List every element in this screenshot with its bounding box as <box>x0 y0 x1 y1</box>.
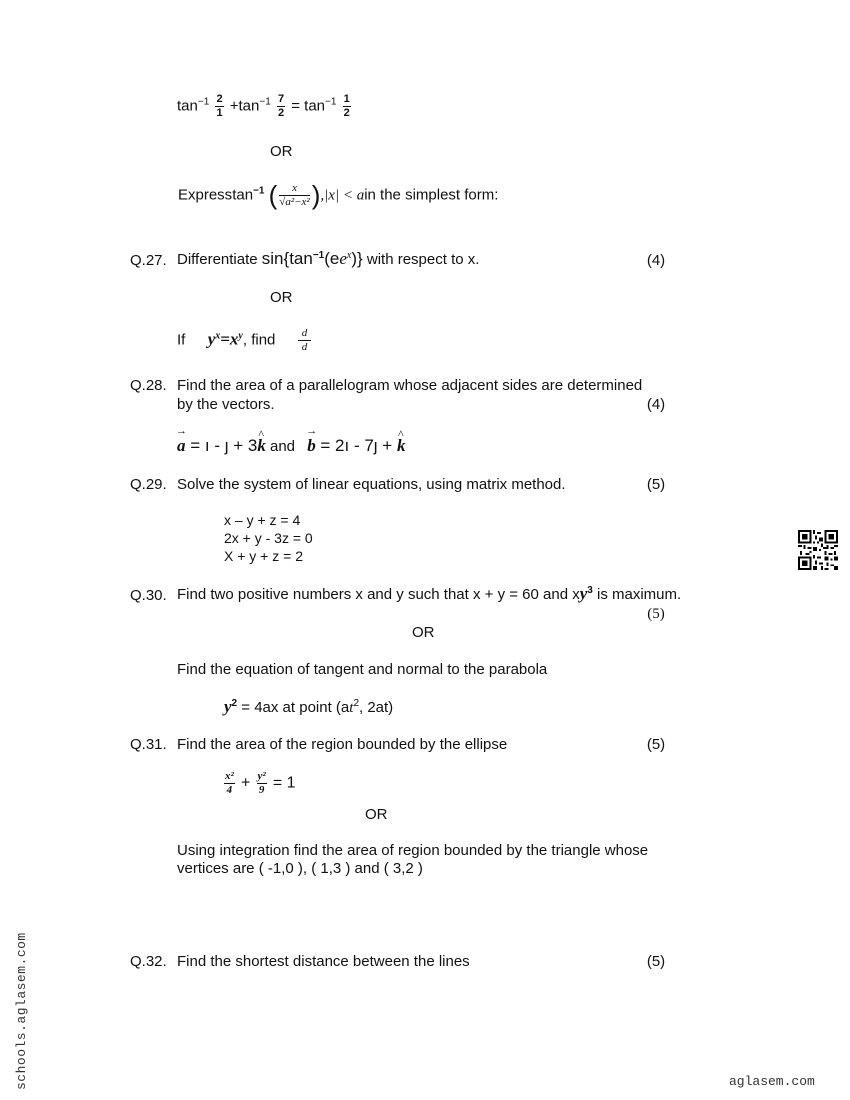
question-32-text: Find the shortest distance between the lines <box>177 953 470 970</box>
question-number-29: Q.29. <box>130 476 167 493</box>
fraction-1-2: $\frac{1}{2}$ <box>343 93 350 119</box>
qr-code-icon <box>798 530 838 570</box>
question-28-line2: by the vectors. <box>177 396 275 413</box>
inverse-superscript: −1 <box>197 96 210 108</box>
q27-prefix: Differentiate <box>177 251 258 268</box>
inverse-superscript: −1 <box>312 250 325 261</box>
or-separator: OR <box>365 806 388 823</box>
q31-or-line1: Using integration find the area of region bounded by the triangle whose <box>177 842 649 859</box>
linear-equation-1: x – y + z = 4 <box>224 512 301 528</box>
y-symbol: y <box>579 584 588 603</box>
open-paren: ( <box>268 180 278 210</box>
vector-b: → b <box>307 436 316 456</box>
or-separator: OR <box>270 289 293 306</box>
footer-watermark-url[interactable]: aglasem.com <box>729 1074 815 1089</box>
question-27-text <box>177 249 479 269</box>
q31-or-line2: vertices are ( -1,0 ), ( 1,3 ) and ( 3,2 ) <box>177 860 423 877</box>
marks-q29: (5) <box>646 476 666 493</box>
question-number-28: Q.28. <box>130 377 167 394</box>
find-label: , find <box>242 331 276 349</box>
q27-close: )} <box>351 249 363 268</box>
q30-prefix: Find two positive numbers x and y such that x + y = 60 and x <box>177 586 580 603</box>
and-label: and <box>265 438 300 455</box>
exponent-x: x <box>215 330 221 342</box>
equation-tan-sum <box>177 94 353 119</box>
question-30-text <box>177 584 681 604</box>
question-number-32: Q.32. <box>130 953 167 970</box>
tan-text: tan <box>232 186 254 204</box>
linear-equation-3: X + y + z = 2 <box>224 548 303 564</box>
marks-q32: (5) <box>646 953 666 970</box>
vector-b-components: = 2ı - 7ȷ + <box>315 436 397 455</box>
plus-sign: + <box>240 774 251 792</box>
ellipse-equation <box>222 771 296 796</box>
question-number-27: Q.27. <box>130 252 167 269</box>
vector-a-components: = ı - ȷ + 3 <box>185 436 258 455</box>
question-29-text: Solve the system of linear equations, using matrix method. <box>177 476 566 493</box>
or-separator: OR <box>270 143 293 160</box>
equals-tan-text: = tan <box>291 97 326 115</box>
q30-or-line1: Find the equation of tangent and normal to the parabola <box>177 661 548 678</box>
side-watermark-url[interactable]: schools.aglasem.com <box>14 932 29 1090</box>
if-label: If <box>177 331 186 349</box>
marks-q28: (4) <box>646 396 666 413</box>
y-symbol: y <box>224 697 232 716</box>
question-number-31: Q.31. <box>130 736 167 753</box>
exponent-x: x <box>346 250 352 261</box>
fraction-2-1: $\frac{2}{1}$ <box>216 93 223 119</box>
fraction-7-2: $\frac{7}{2}$ <box>277 93 285 119</box>
close-paren: ) <box>311 180 321 210</box>
fraction-y2-over-9: $\frac{\text{y²}}{9}$ <box>257 770 266 796</box>
condition-text: ,|x| < a <box>320 187 365 204</box>
unit-k-hat: ^ k <box>397 436 406 456</box>
express-suffix: in the simplest form: <box>364 186 499 204</box>
marks-q31: (5) <box>646 736 666 753</box>
inverse-superscript: −1 <box>259 96 271 108</box>
exponent-3: 3 <box>587 585 593 596</box>
inverse-superscript: −1 <box>325 96 337 108</box>
q27-or-alternative <box>177 328 313 353</box>
q28-vectors <box>177 436 405 456</box>
q30-or-parabola <box>224 697 393 717</box>
t-symbol: t <box>349 700 354 716</box>
exponent-2: 2 <box>353 698 359 709</box>
q30-suffix: is maximum. <box>592 586 682 603</box>
fraction-x-over-root: $\frac{x}{\text{√a²−x²}}$ <box>279 182 310 208</box>
y-symbol: y <box>207 329 216 349</box>
exponent-y: y <box>238 330 243 342</box>
equals-one: = 1 <box>272 774 296 792</box>
plus-tan-text: +tan <box>229 97 260 115</box>
tan-text: tan <box>177 97 198 115</box>
inverse-superscript: −1 <box>253 185 265 197</box>
e-symbol: e <box>339 249 347 268</box>
unit-k-hat: ^ k <box>257 436 266 456</box>
question-28-line1: Find the area of a parallelogram whose adjacent sides are determined <box>177 377 643 394</box>
fraction-x2-over-4: $\frac{\text{x²}}{4}$ <box>225 770 234 796</box>
parabola-equation: = 4ax at point (a <box>237 699 350 716</box>
question-31-text: Find the area of the region bounded by the ellipse <box>177 736 508 753</box>
or-separator: OR <box>412 624 435 641</box>
linear-equation-2: 2x + y - 3z = 0 <box>224 530 313 546</box>
exponent-2: 2 <box>231 698 238 709</box>
point-end: , 2at) <box>359 699 394 716</box>
q27-expression: sin{tan <box>261 249 313 268</box>
equals-x: =x <box>220 329 239 349</box>
marks-q30: (5) <box>647 606 665 622</box>
fraction-d-over-d: $\frac{d}{d}$ <box>298 328 312 353</box>
question-number-30: Q.30. <box>130 587 167 604</box>
vector-a: → a <box>177 436 186 456</box>
express-label: Express <box>178 186 233 204</box>
q27-arg: (e <box>324 249 340 268</box>
express-question <box>178 180 498 211</box>
marks-q27: (4) <box>646 252 666 269</box>
q27-suffix: with respect to x. <box>366 251 480 268</box>
